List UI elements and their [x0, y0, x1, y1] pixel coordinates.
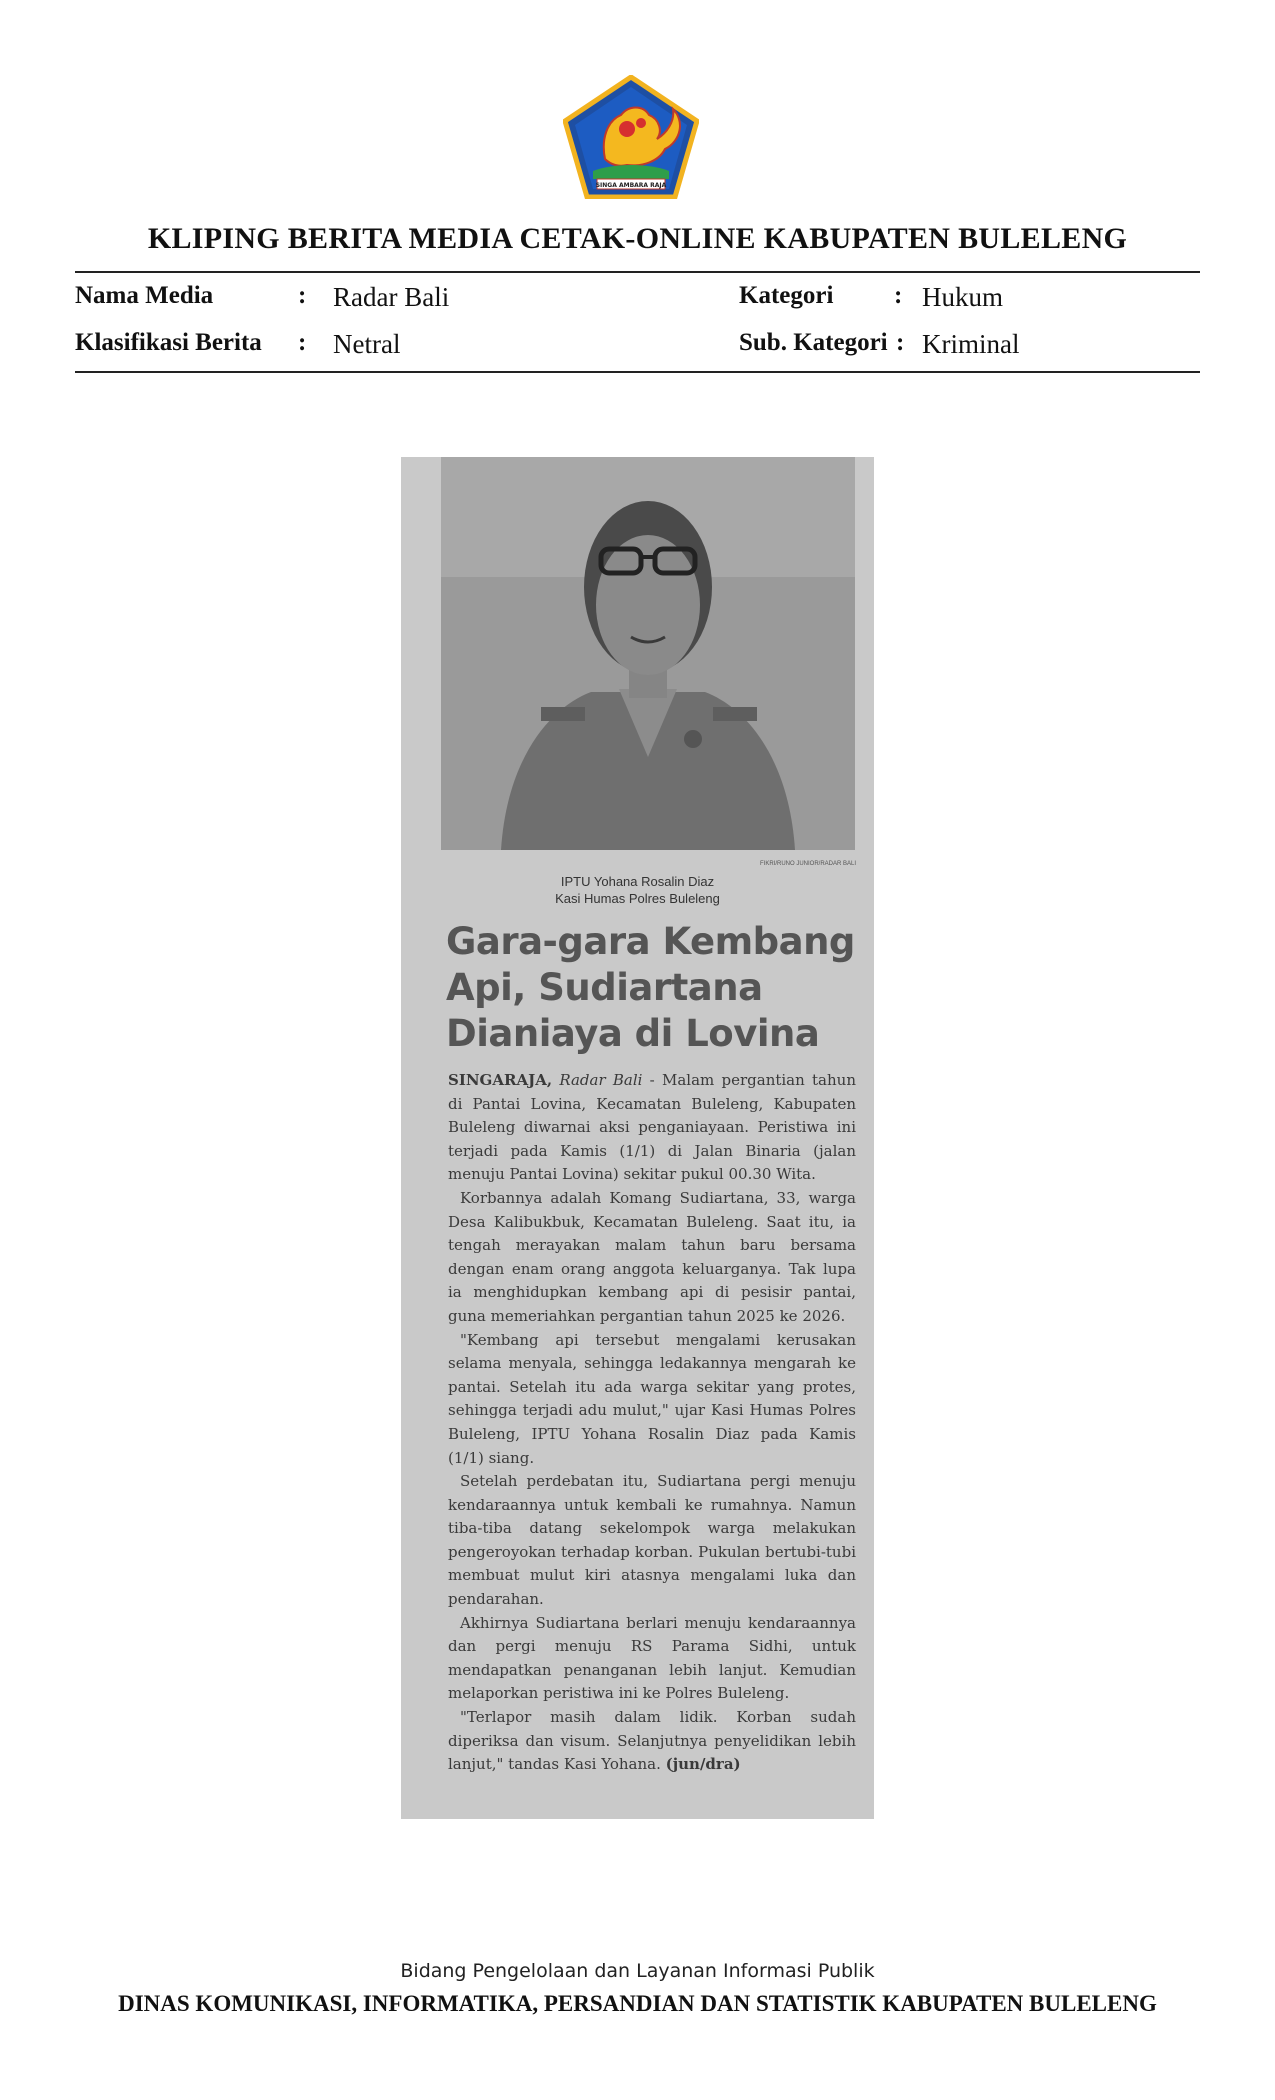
article-paragraph: Setelah perdebatan itu, Sudiartana pergi menuju kendaraannya untuk kembali ke rumahnya. Namun tiba-tiba datang sekelompok warga melakukan pengeroyokan terhadap korban. Pukulan bertubi-tubi membuat mulut kiri atasnya mengalami luka dan pendarahan.: [448, 1472, 856, 1609]
headline-line: Gara-gara Kembang: [446, 920, 855, 963]
klasifikasi-label: Klasifikasi Berita: [75, 329, 262, 356]
headline-line: Dianiaya di Lovina: [446, 1012, 820, 1055]
article-photo: [441, 457, 855, 850]
article-closing-paragraph: [448, 1706, 856, 1777]
headline-line: Api, Sudiartana: [446, 966, 763, 1009]
media-value: Radar Bali: [333, 282, 450, 312]
photo-credit: FIKRI/RUNO JUNIOR/RADAR BALI: [759, 861, 856, 867]
subkategori-label: Sub. Kategori: [739, 329, 888, 356]
emblem-motto: SINGA AMBARA RAJA: [595, 182, 667, 189]
subkategori-colon: :: [896, 329, 905, 356]
kategori-value: Hukum: [922, 282, 1003, 312]
author-signature: (jun/dra): [665, 1755, 741, 1774]
footer-agency: DINAS KOMUNIKASI, INFORMATIKA, PERSANDIAN DAN STATISTIK KABUPATEN BULELENG: [118, 1991, 1157, 2016]
header-rule-top: [75, 271, 1200, 273]
kategori-label: Kategori: [739, 282, 834, 309]
article-paragraph: Korbannya adalah Komang Sudiartana, 33, warga Desa Kalibukbuk, Kecamatan Buleleng. Saat itu, ia tengah merayakan malam tahun baru bersama dengan enam orang anggota keluarganya. Tak lupa ia menghidupkan kembang api di pesisir pantai, guna memeriahkan pergantian tahun 2025 ke 2026.: [448, 1188, 856, 1325]
caption-name: IPTU Yohana Rosalin Diaz: [560, 874, 715, 889]
article-headline: [446, 919, 856, 1057]
closing-text: "Terlapor masih dalam lidik. Korban sudah diperiksa dan visum. Selanjutnya penyelidikan lebih lanjut," tandas Kasi Yohana.: [448, 1708, 856, 1774]
media-source: Radar Bali: [559, 1071, 643, 1089]
kabupaten-buleleng-emblem: [563, 75, 699, 199]
newspaper-clipping: [401, 457, 874, 1819]
lead-text: - Malam pergantian tahun di Pantai Lovina, Kecamatan Buleleng, Kabupaten Buleleng diwarnai aksi penganiayaan. Peristiwa ini terjadi pada Kamis (1/1) di Jalan Binaria (jalan menuju Pantai Lovina) sekitar pukul 00.30 Wita.: [448, 1071, 856, 1184]
dateline: SINGARAJA,: [448, 1071, 553, 1089]
article-paragraph: "Kembang api tersebut mengalami kerusakan selama menyala, sehingga ledakannya mengarah ke pantai. Setelah itu ada warga sekitar yang protes, sehingga terjadi adu mulut," ujar Kasi Humas Polres Buleleng, IPTU Yohana Rosalin Diaz pada Kamis (1/1) siang.: [448, 1330, 856, 1467]
kategori-colon: :: [894, 282, 903, 309]
footer-division: Bidang Pengelolaan dan Layanan Informasi Publik: [400, 1960, 875, 1982]
media-colon: :: [298, 282, 307, 309]
document-title: KLIPING BERITA MEDIA CETAK-ONLINE KABUPATEN BULELENG: [147, 222, 1128, 255]
article-paragraph: Akhirnya Sudiartana berlari menuju kendaraannya dan pergi menuju RS Parama Sidhi, untuk mendapatkan penanganan lebih lanjut. Kemudian melaporkan peristiwa ini ke Polres Buleleng.: [448, 1613, 856, 1703]
caption-role: Kasi Humas Polres Buleleng: [555, 891, 720, 906]
article-body: [448, 1069, 856, 1777]
header-rule-bottom: [75, 371, 1200, 373]
klasifikasi-colon: :: [298, 329, 307, 356]
subkategori-value: Kriminal: [922, 329, 1020, 359]
media-label: Nama Media: [75, 282, 214, 309]
article-lead-paragraph: [448, 1069, 856, 1187]
photo-caption: [401, 873, 874, 907]
klasifikasi-value: Netral: [333, 329, 401, 359]
